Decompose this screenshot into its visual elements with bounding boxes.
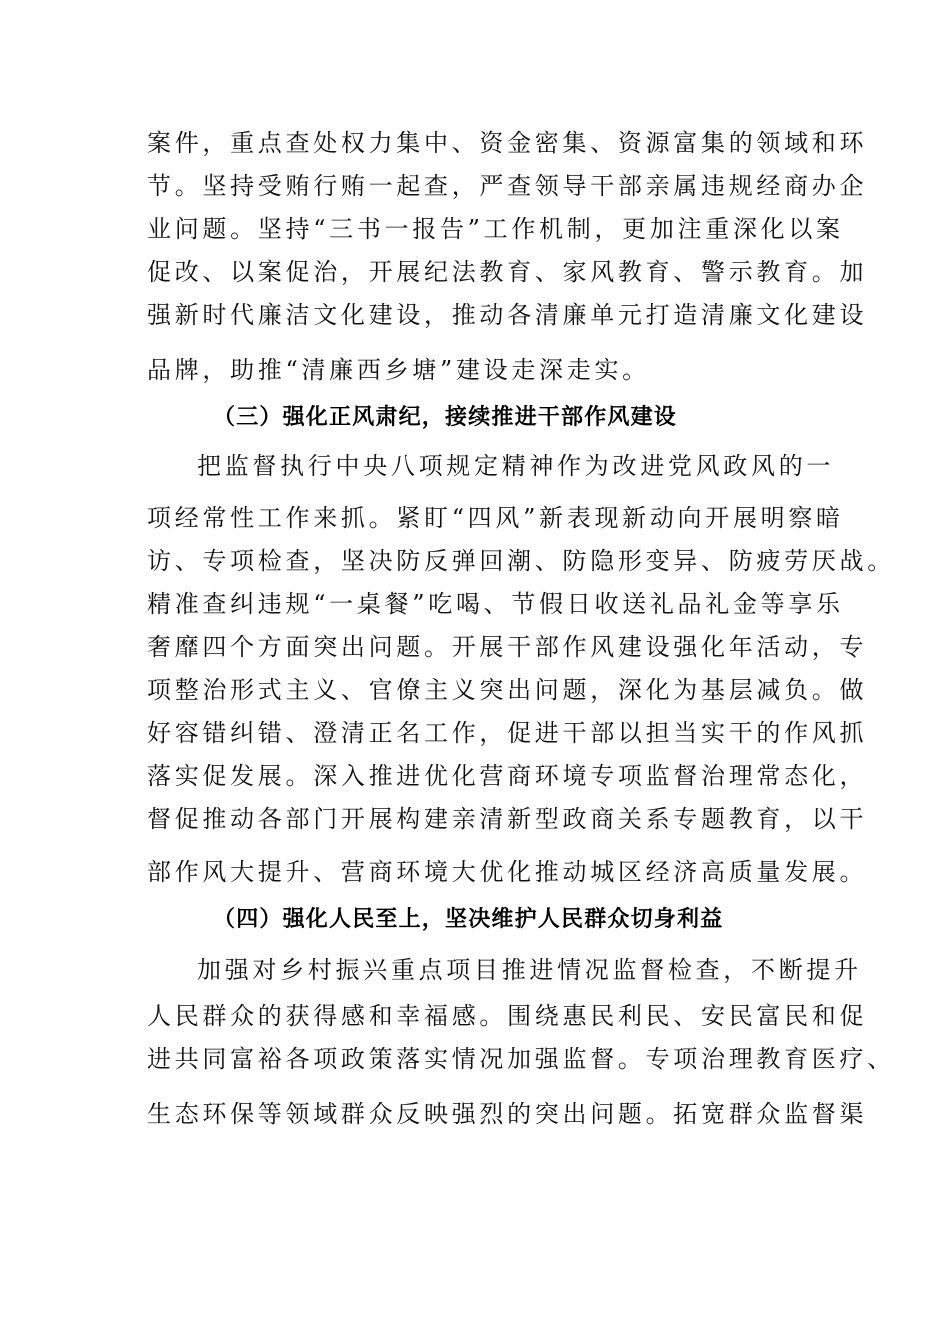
body-text-line: 进共同富裕各项政策落实情况加强监督。专项治理教育医疗、 — [147, 1045, 895, 1073]
body-text-line: 精准查纠违规“一桌餐”吃喝、节假日收送礼品礼金等享乐 — [147, 590, 844, 618]
body-text-line: 督促推动各部门开展构建亲清新型政商关系专题教育，以干 — [147, 805, 868, 833]
body-text-line: 访、专项检查，坚决防反弹回潮、防隐形变异、防疲劳厌战。 — [147, 547, 895, 575]
section-heading-4: （四）强化人民至上，坚决维护人民群众切身利益 — [213, 907, 724, 932]
body-text-line: 品牌，助推“清廉西乡塘”建设走深走实。 — [147, 356, 650, 384]
body-text-line: 促改、以案促治，开展纪法教育、家风教育、警示教育。加 — [147, 258, 868, 286]
body-text-line: 部作风大提升、营商环境大优化推动城区经济高质量发展。 — [147, 858, 868, 886]
body-text-line: 奢靡四个方面突出问题。开展干部作风建设强化年活动，专 — [147, 633, 868, 661]
body-text-line: 把监督执行中央八项规定精神作为改进党风政风的一 — [197, 452, 835, 480]
body-text-line: 强新时代廉洁文化建设，推动各清廉单元打造清廉文化建设 — [147, 301, 868, 329]
body-text-line: 节。坚持受贿行贿一起查，严查领导干部亲属违规经商办企 — [147, 172, 868, 200]
body-text-line: 业问题。坚持“三书一报告”工作机制，更加注重深化以案 — [147, 215, 844, 243]
body-text-line: 案件，重点查处权力集中、资金密集、资源富集的领域和环 — [147, 129, 868, 157]
body-text-line: 项经常性工作来抓。紧盯“四风”新表现新动向开展明察暗 — [147, 504, 844, 532]
body-text-line: 好容错纠错、澄清正名工作，促进干部以担当实干的作风抓 — [147, 719, 868, 747]
section-heading-3: （三）强化正风肃纪，接续推进干部作风建设 — [213, 405, 678, 430]
body-text-line: 项整治形式主义、官僚主义突出问题，深化为基层减负。做 — [147, 676, 868, 704]
body-text-line: 生态环保等领域群众反映强烈的突出问题。拓宽群众监督渠 — [147, 1100, 868, 1128]
body-text-line: 落实促发展。深入推进优化营商环境专项监督治理常态化， — [147, 762, 868, 790]
body-text-line: 加强对乡村振兴重点项目推进情况监督检查，不断提升 — [197, 956, 862, 984]
body-text-line: 人民群众的获得感和幸福感。围绕惠民利民、安民富民和促 — [147, 1002, 868, 1030]
